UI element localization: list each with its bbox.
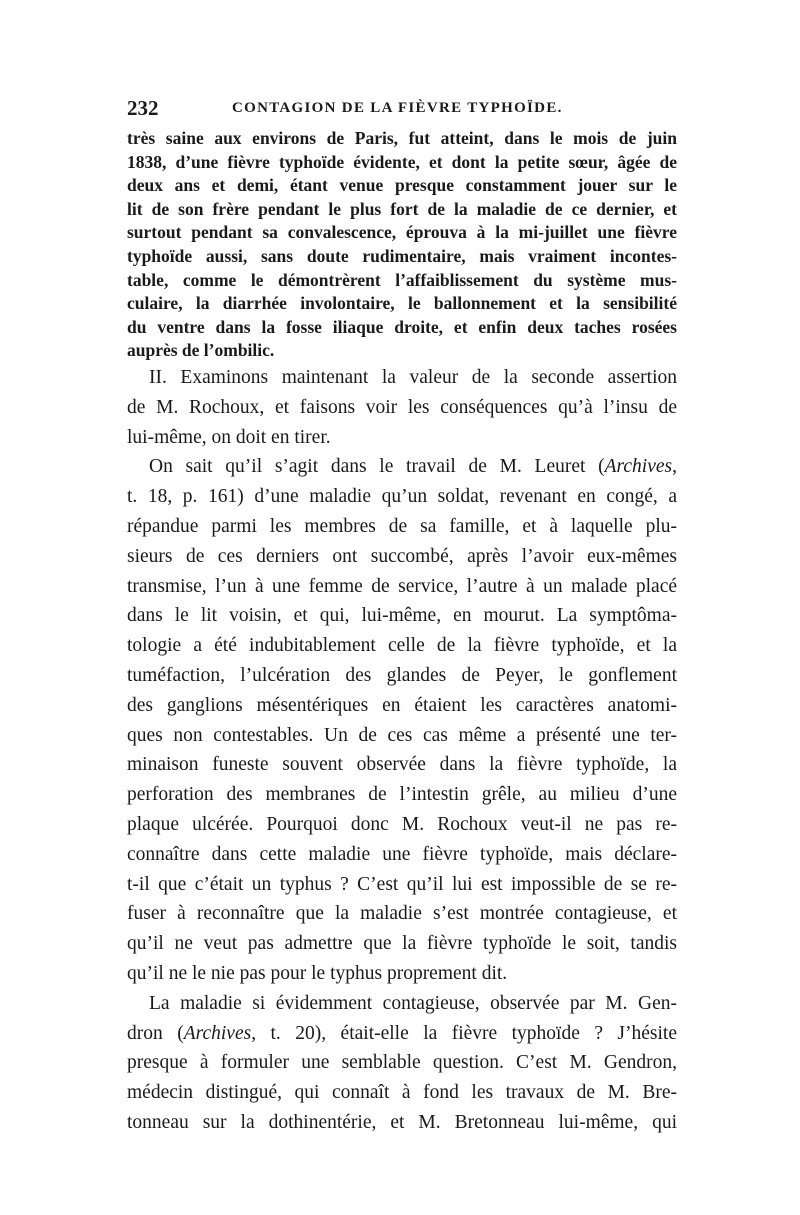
text-line: lit de son frère pendant le plus fort de la maladie de ce dernier, et bbox=[127, 198, 677, 219]
text-line: du ventre dans la fosse iliaque droite, et enfin deux taches rosées bbox=[127, 316, 677, 337]
text-line: fuser à reconnaître que la maladie s’est montrée contagieuse, et bbox=[127, 903, 677, 925]
text-line: culaire, la diarrhée involontaire, le ballonnement et la sensibilité bbox=[127, 293, 677, 314]
text-line: 1838, d’une fièvre typhoïde évidente, et dont la petite sœur, âgée de bbox=[127, 151, 677, 172]
text-line: On sait qu’il s’agit dans le travail de M. Leuret (Archives, bbox=[149, 456, 677, 478]
text-line: minaison funeste souvent observée dans la fièvre typhoïde, la bbox=[127, 754, 677, 776]
text-line: t. 18, p. 161) d’une maladie qu’un soldat, revenant en congé, a bbox=[127, 486, 677, 508]
text-line: typhoïde aussi, sans doute rudimentaire, mais vraiment incontes- bbox=[127, 245, 677, 266]
text-line: transmise, l’un à une femme de service, l’autre à un malade placé bbox=[127, 575, 677, 597]
page-header bbox=[127, 96, 677, 126]
page-number: 232 bbox=[127, 96, 159, 120]
text-line: répandue parmi les membres de sa famille, et à laquelle plu- bbox=[127, 515, 677, 537]
text-line: ques non contestables. Un de ces cas même a présenté une ter- bbox=[127, 724, 677, 746]
text-line: t-il que c’était un typhus ? C’est qu’il lui est impossible de se re- bbox=[127, 873, 677, 895]
text-line: des ganglions mésentériques en étaient les caractères anatomi- bbox=[127, 694, 677, 716]
text-line: tologie a été indubitablement celle de la fièvre typhoïde, et la bbox=[127, 635, 677, 657]
text-line: plaque ulcérée. Pourquoi donc M. Rochoux veut-il ne pas re- bbox=[127, 813, 677, 835]
running-title: CONTAGION DE LA FIÈVRE TYPHOÏDE. bbox=[232, 100, 563, 116]
text-line: La maladie si évidemment contagieuse, observée par M. Gen- bbox=[149, 992, 677, 1014]
text-line: qu’il ne le nie pas pour le typhus proprement dit. bbox=[127, 962, 508, 984]
text-line: deux ans et demi, étant venue presque constamment jouer sur le bbox=[127, 175, 677, 196]
text-line: connaître dans cette maladie une fièvre typhoïde, mais déclare- bbox=[127, 843, 677, 865]
text-line: surtout pendant sa convalescence, éprouva à la mi-juillet une fièvre bbox=[127, 222, 677, 243]
text-line: tonneau sur la dothinentérie, et M. Bretonneau lui-même, qui bbox=[127, 1111, 677, 1133]
text-line: médecin distingué, qui connaît à fond les travaux de M. Bre- bbox=[127, 1082, 677, 1104]
text-line: de M. Rochoux, et faisons voir les conséquences qu’à l’insu de bbox=[127, 396, 677, 418]
main-text bbox=[127, 363, 677, 1138]
text-line: perforation des membranes de l’intestin grêle, au milieu d’une bbox=[127, 784, 677, 806]
text-line: qu’il ne veut pas admettre que la fièvre typhoïde le soit, tandis bbox=[127, 933, 677, 955]
text-line: tuméfaction, l’ulcération des glandes de Peyer, le gonflement bbox=[127, 664, 677, 686]
text-line: II. Examinons maintenant la valeur de la seconde assertion bbox=[149, 367, 677, 388]
text-line: auprès de l’ombilic. bbox=[127, 340, 275, 361]
text-line: table, comme le démontrèrent l’affaiblissement du système mus- bbox=[127, 269, 677, 290]
text-line: dron (Archives, t. 20), était-elle la fièvre typhoïde ? J’hésite bbox=[127, 1022, 677, 1044]
text-line: très saine aux environs de Paris, fut atteint, dans le mois de juin bbox=[127, 128, 677, 148]
text-line: dans le lit voisin, et qui, lui-même, en mourut. La symptôma- bbox=[127, 605, 677, 627]
text-line: lui-même, on doit en tirer. bbox=[127, 426, 331, 448]
text-line: presque à formuler une semblable question. C’est M. Gendron, bbox=[127, 1052, 677, 1074]
paragraph-small-print bbox=[127, 127, 677, 363]
text-line: sieurs de ces derniers ont succombé, après l’avoir eux-mêmes bbox=[127, 545, 677, 567]
